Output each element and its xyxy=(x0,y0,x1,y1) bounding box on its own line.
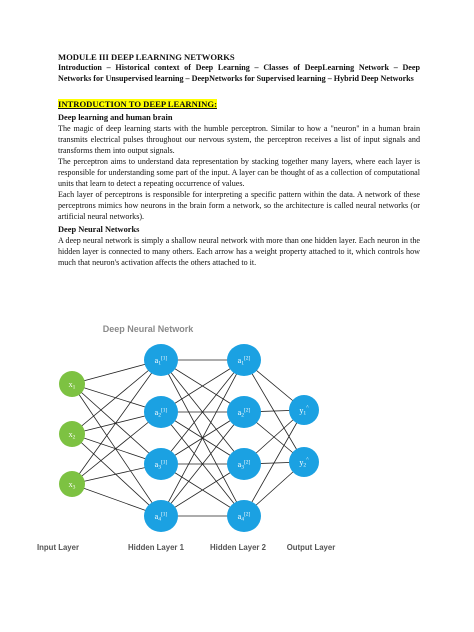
hidden1-node-3 xyxy=(144,448,178,480)
hidden1-node-label: a1[1] xyxy=(154,355,168,367)
intro-heading: INTRODUCTION TO DEEP LEARNING: xyxy=(58,98,217,109)
hidden1-node-2 xyxy=(144,396,178,428)
document-page xyxy=(58,52,420,268)
hidden1-node-4 xyxy=(144,500,178,532)
hidden2-node-2 xyxy=(227,396,261,428)
neural-network-diagram xyxy=(24,318,354,563)
hidden2-node-1 xyxy=(227,344,261,376)
hidden2-node-3 xyxy=(227,448,261,480)
network-nodes xyxy=(59,344,319,532)
input-node-label: x1 xyxy=(68,380,76,391)
network-edges xyxy=(72,360,304,516)
intro-heading-wrap xyxy=(58,97,420,110)
section-heading-dnn: Deep Neural Networks xyxy=(58,224,140,234)
module-title: MODULE III DEEP LEARNING NETWORKS xyxy=(58,52,235,62)
output-node-2 xyxy=(289,447,319,477)
hidden1-node-label: a3[1] xyxy=(154,459,168,471)
hidden2-node-label: a2[2] xyxy=(237,407,251,419)
input-node-label: x2 xyxy=(68,430,76,441)
output-node-label: y1^ xyxy=(299,404,309,417)
module-topics: Introduction – Historical context of Deep Learning – Classes of DeepLearning Network – Deep Networks for Unsupervised learning – DeepNetworks for Supervised learning – Hybrid Deep Networks xyxy=(58,63,420,83)
section-heading-brain: Deep learning and human brain xyxy=(58,112,173,122)
hidden2-node-label: a3[2] xyxy=(237,459,251,471)
paragraph-dnn: A deep neural network is simply a shallow neural network with more than one hidden layer. Each neuron in the hidden layer is connected to many others. Each arrow has a weight property attached to it, which controls how much that neuron's activation affects the others attached to it. xyxy=(58,235,420,267)
output-node-label: y2^ xyxy=(299,456,309,469)
layer-label-4: Output Layer xyxy=(286,543,336,552)
hidden2-node-4 xyxy=(227,500,261,532)
edge-input-2-to-hidden1-4 xyxy=(72,434,161,516)
layer-labels xyxy=(37,543,335,552)
paragraph-layers: The perceptron aims to understand data representation by stacking together many layers, where each layer is responsible for understanding some part of the input. A layer can be thought of as a collection of computational units that learn to detect a repeating occurrence of values. xyxy=(58,156,420,188)
layer-label-2: Hidden Layer 1 xyxy=(128,543,184,552)
hidden2-node-label: a1[2] xyxy=(237,355,251,367)
neural-network-svg xyxy=(24,318,354,563)
layer-label-3: Hidden Layer 2 xyxy=(210,543,266,552)
hidden1-node-1 xyxy=(144,344,178,376)
paragraph-perceptron: The magic of deep learning starts with the humble perceptron. Similar to how a "neuron" in a human brain transmits electrical pulses throughout our nervous system, the perceptron receives a list of input signals and transforms them into output signals. xyxy=(58,123,420,155)
input-node-label: x3 xyxy=(68,480,76,491)
edge-input-1-to-hidden1-3 xyxy=(72,384,161,464)
diagram-title: Deep Neural Network xyxy=(102,324,194,334)
paragraph-network: Each layer of perceptrons is responsible for interpreting a specific pattern within the data. A network of these perceptrons mimics how neurons in the brain form a network, so the architecture is called neural networks (or artificial neural networks). xyxy=(58,189,420,221)
hidden1-node-label: a2[1] xyxy=(154,407,168,419)
input-node-3 xyxy=(59,471,85,497)
layer-label-1: Input Layer xyxy=(36,543,80,552)
input-node-2 xyxy=(59,421,85,447)
hidden1-node-label: a4[1] xyxy=(154,511,168,523)
input-node-1 xyxy=(59,371,85,397)
output-node-1 xyxy=(289,395,319,425)
hidden2-node-label: a4[2] xyxy=(237,511,251,523)
